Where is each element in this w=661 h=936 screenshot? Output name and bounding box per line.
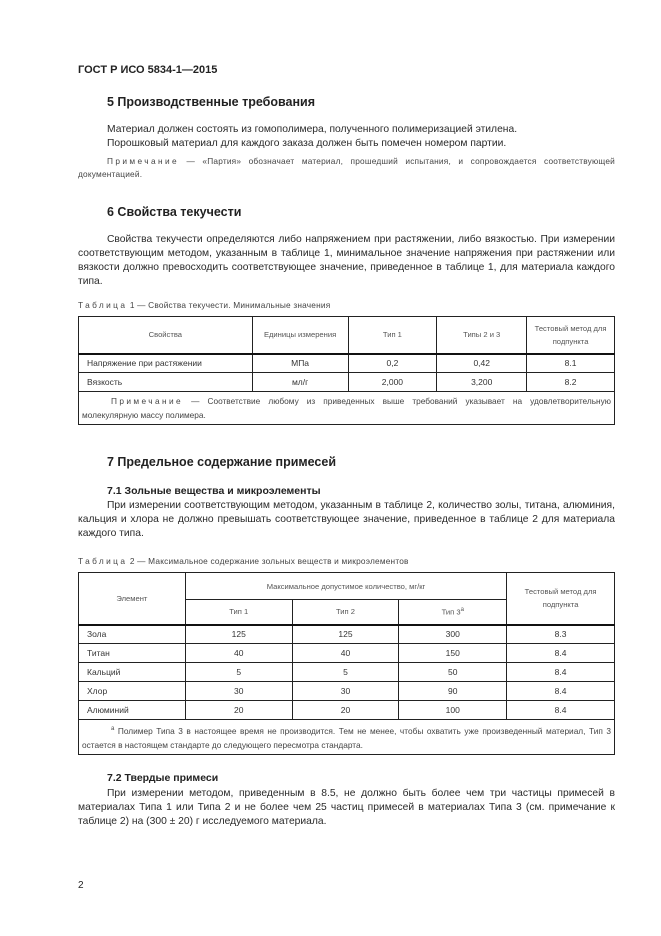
cell: 0,42 (437, 354, 527, 373)
section-5-title: 5 Производственные требования (107, 95, 315, 109)
cell: 8.4 (507, 663, 615, 682)
table-row (79, 663, 615, 682)
cell: Хлор (79, 682, 186, 701)
cell: Кальций (79, 663, 186, 682)
document-header: ГОСТ Р ИСО 5834-1—2015 (78, 64, 218, 76)
cell: Напряжение при растяжении (79, 354, 253, 373)
page-number: 2 (78, 880, 84, 891)
cell: Титан (79, 644, 186, 663)
table-2-caption (78, 556, 409, 566)
caption-label: Таблица (78, 300, 128, 310)
cell: Вязкость (79, 373, 253, 392)
note-label: Примечание (111, 396, 184, 406)
cell: 5 (185, 663, 292, 682)
note-text: — «Партия» обозначает материал, прошедший испытания, и сопровождается соответствующей документацией. (78, 156, 615, 179)
header-cell: Свойства (79, 317, 253, 354)
cell: 8.4 (507, 701, 615, 720)
table-row (79, 682, 615, 701)
section-5-paragraph-1: Материал должен состоять из гомополимера, полученного полимеризацией этилена. (107, 124, 518, 135)
table-row (79, 354, 615, 373)
header-cell: Единицы измерения (252, 317, 348, 354)
section-6-title: 6 Свойства текучести (107, 205, 242, 219)
cell: МПа (252, 354, 348, 373)
cell: 40 (292, 644, 399, 663)
section-6-paragraph: Свойства текучести определяются либо напряжением при растяжении, либо вязкостью. При измерении соответствующим методом, указанным в таблице 1, минимальное значение напряжения при растяжении или вязкости должно превосходить соответствующее значение, приведенное в таблице 1, для материала каждого типа. (78, 234, 615, 287)
table-1-caption (78, 300, 330, 310)
table-1 (78, 316, 615, 425)
cell: 8.4 (507, 644, 615, 663)
cell: 125 (292, 625, 399, 644)
header-type-2: Тип 2 (292, 600, 399, 625)
cell: 2,000 (348, 373, 437, 392)
cell: 20 (292, 701, 399, 720)
table-1-note (79, 392, 615, 425)
cell: 40 (185, 644, 292, 663)
cell: 125 (185, 625, 292, 644)
table-row (79, 644, 615, 663)
cell: 30 (185, 682, 292, 701)
header-element: Элемент (79, 573, 186, 625)
cell: 5 (292, 663, 399, 682)
caption-text: 1 — Свойства текучести. Минимальные значения (127, 300, 331, 310)
cell: 20 (185, 701, 292, 720)
section-7-1-paragraph: При измерении соответствующим методом, указанным в таблице 2, количество золы, титана, алюминия, кальция и хлора не должно превышать соответствующее значение, приведенное в таблице 2 для материала каждого типа. (78, 500, 615, 539)
cell: 3,200 (437, 373, 527, 392)
section-7-1-title: 7.1 Зольные вещества и микроэлементы (107, 485, 321, 497)
caption-text: 2 — Максимальное содержание зольных веществ и микроэлементов (127, 556, 409, 566)
header-type-3 (399, 600, 507, 625)
caption-label: Таблица (78, 556, 128, 566)
table-row (79, 701, 615, 720)
table-row (79, 373, 615, 392)
cell: 100 (399, 701, 507, 720)
section-7-2-title: 7.2 Твердые примеси (107, 772, 219, 784)
cell: 8.3 (507, 625, 615, 644)
cell: 90 (399, 682, 507, 701)
header-cell: Тестовый метод для подпункта (527, 317, 615, 354)
footnote-text: Полимер Типа 3 в настоящее время не производится. Тем не менее, чтобы охватить уже произведенный материал, Тип 3 остается в настоящем стандарте до следующего пересмотра стандарта. (82, 725, 611, 750)
cell: 150 (399, 644, 507, 663)
cell: 8.1 (527, 354, 615, 373)
cell: 50 (399, 663, 507, 682)
note-text: — Соответствие любому из приведенных выше требований указывает на удовлетворительную молекулярную массу полимера. (82, 396, 611, 420)
header-cell: Типы 2 и 3 (437, 317, 527, 354)
section-7-2-paragraph: При измерении методом, приведенным в 8.5, не должно быть более чем три частицы примесей в материалах Типа 1 или Типа 2 и не более чем 25 частиц примесей в материалах Типа 3 (см. примечание к таблице 2) на (300 ± 20) г исследуемого материала. (78, 788, 615, 827)
table-row (79, 625, 615, 644)
note-label: Примечание (107, 156, 180, 166)
table-2-footnote (79, 720, 615, 755)
section-5-note (78, 155, 615, 181)
cell: 0,2 (348, 354, 437, 373)
type-3-label: Тип 3 (441, 608, 461, 618)
footnote-mark: a (460, 607, 464, 614)
header-group: Максимальное допустимое количество, мг/кг (185, 573, 506, 600)
cell: 8.4 (507, 682, 615, 701)
cell: Алюминий (79, 701, 186, 720)
table-2 (78, 572, 615, 755)
cell: мл/г (252, 373, 348, 392)
section-7-title: 7 Предельное содержание примесей (107, 455, 337, 469)
section-5-paragraph-2: Порошковый материал для каждого заказа должен быть помечен номером партии. (107, 138, 507, 149)
cell: 300 (399, 625, 507, 644)
header-type-1: Тип 1 (185, 600, 292, 625)
header-method: Тестовый метод для подпункта (507, 573, 615, 625)
cell: Зола (79, 625, 186, 644)
cell: 8.2 (527, 373, 615, 392)
header-cell: Тип 1 (348, 317, 437, 354)
footnote-mark: a (111, 726, 115, 732)
cell: 30 (292, 682, 399, 701)
